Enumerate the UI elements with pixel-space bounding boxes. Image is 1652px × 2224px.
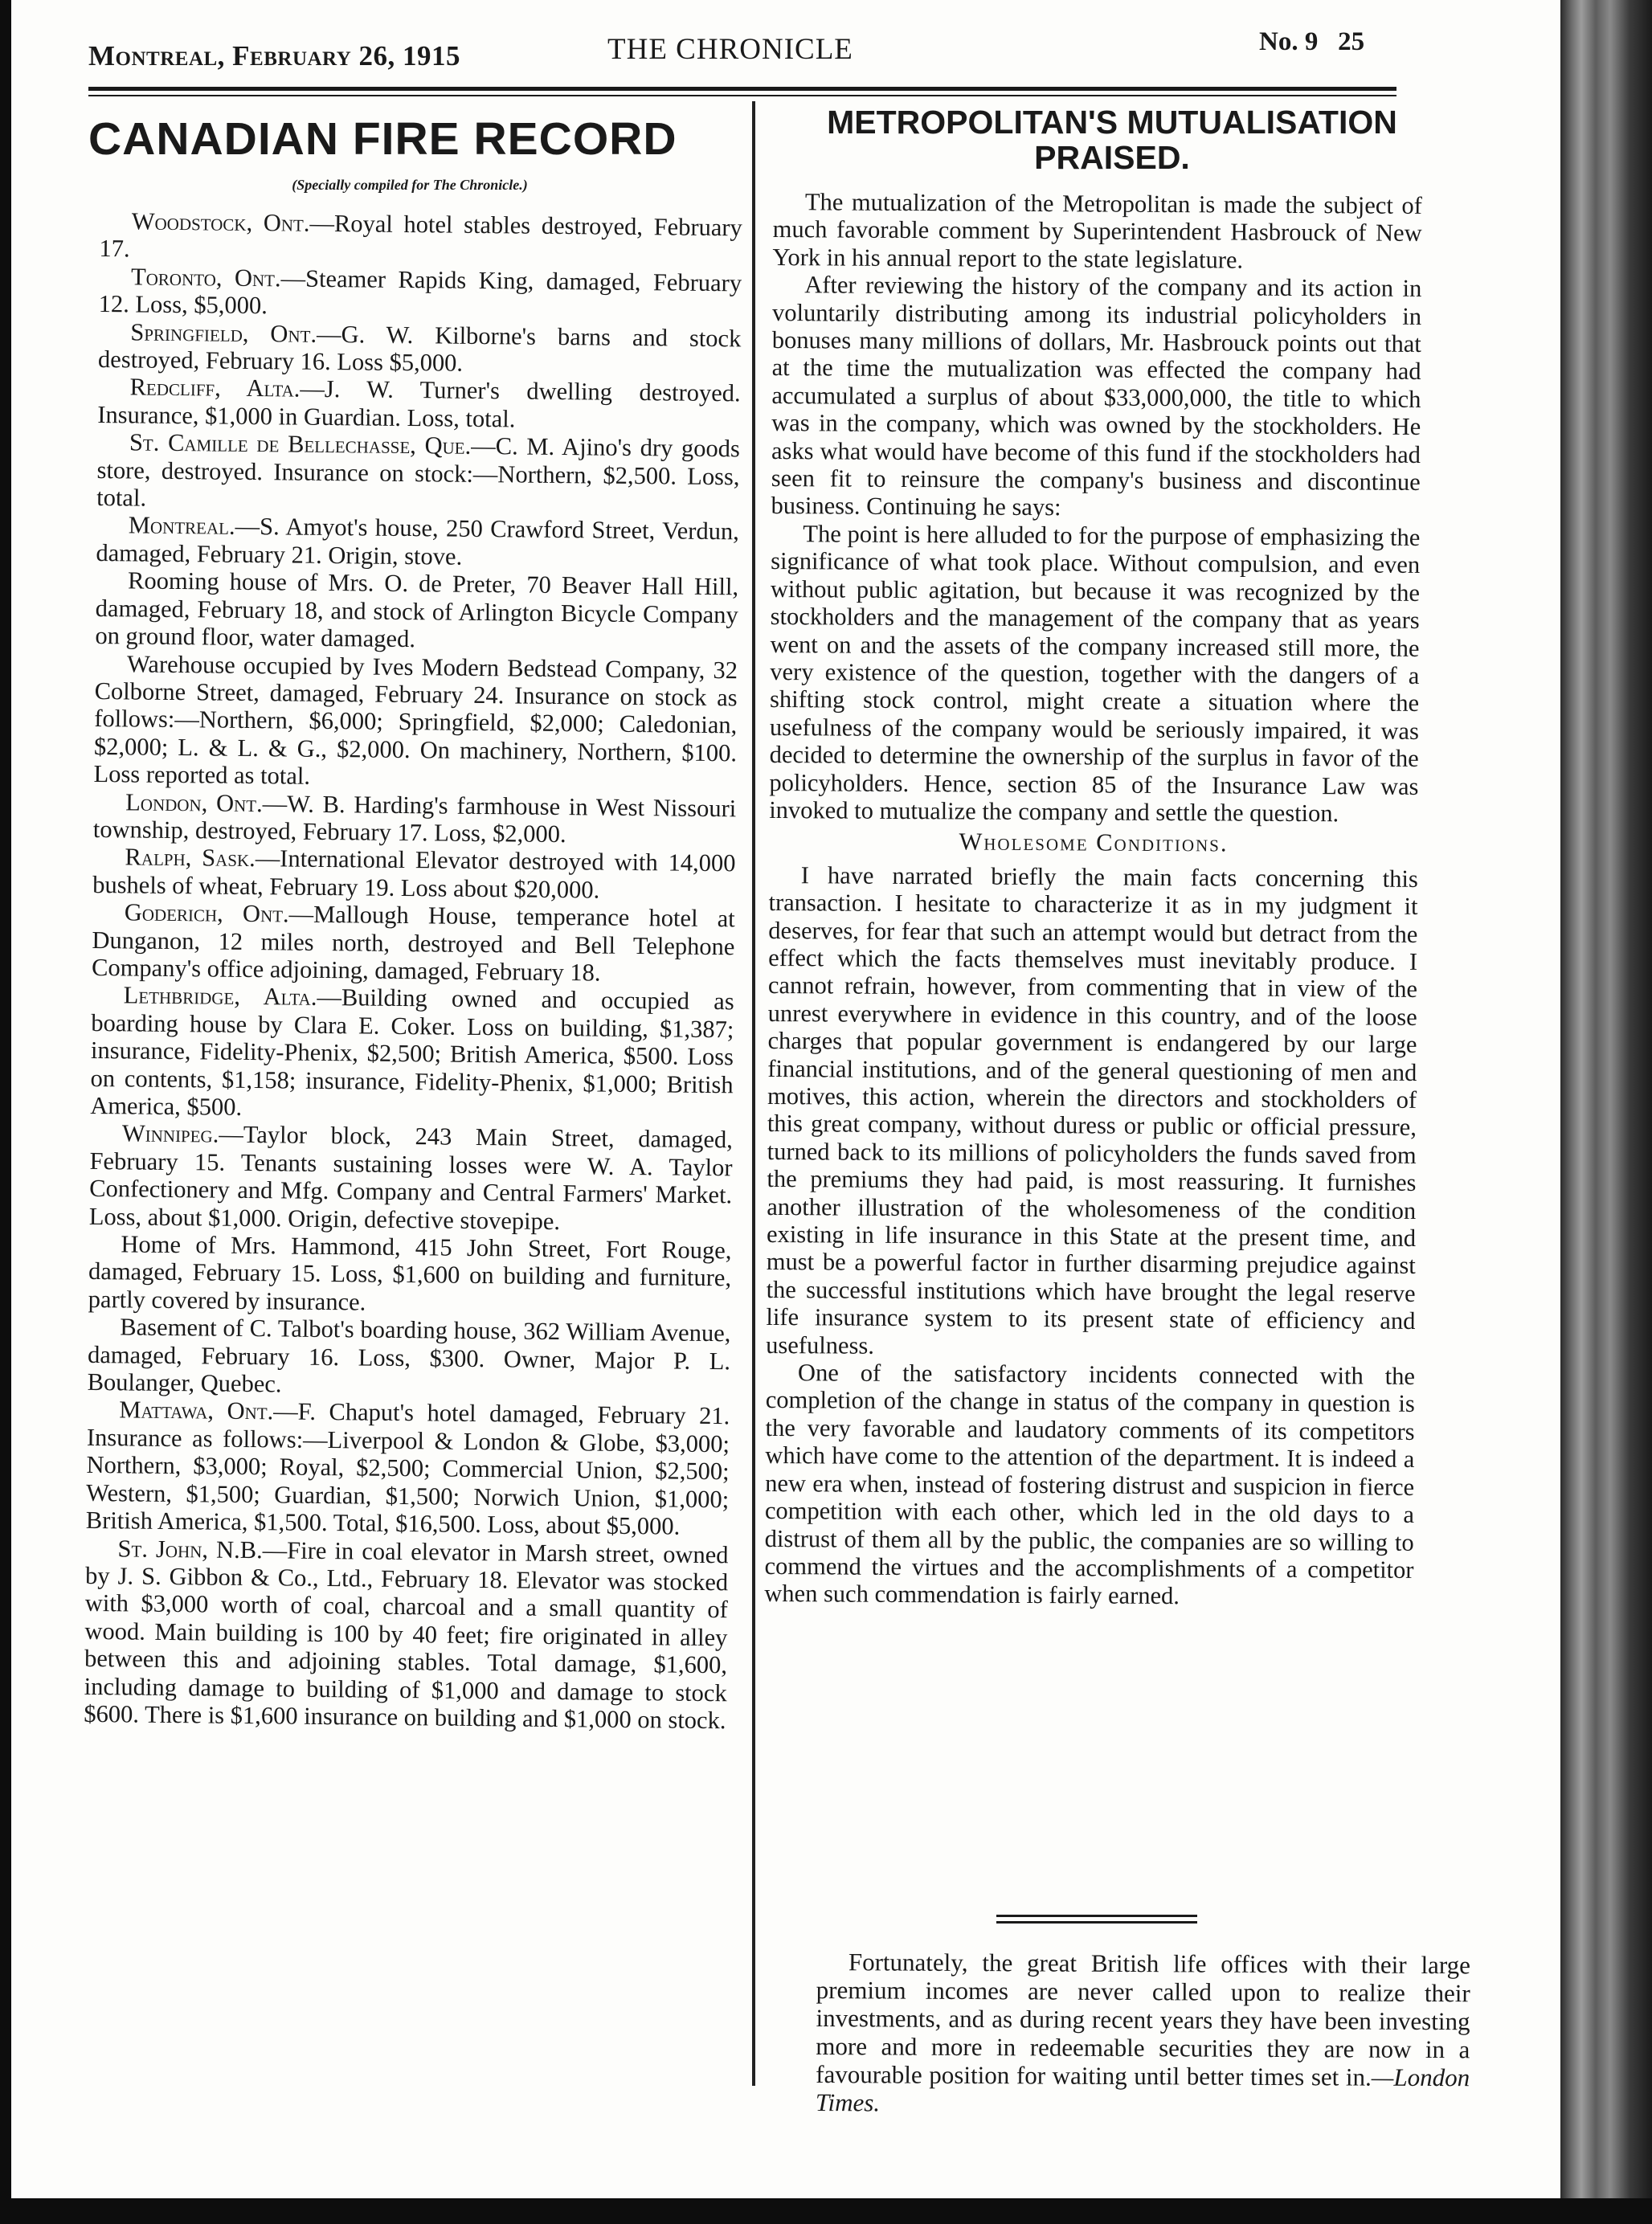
- entry-text: —Building owned and occupied as boarding house by Clara E. Coker. Loss on building, $1,387; insurance, Fidelity-Phenix, $2,500; British America, $500. Loss on contents, $1,158; insurance, Fidelity-Phenix, $1,000; British America, $500.: [90, 983, 734, 1121]
- entry-location: Lethbridge, Alta.: [123, 981, 317, 1012]
- quote-source: —London Times.: [815, 2063, 1470, 2117]
- fire-record-title: CANADIAN FIRE RECORD: [88, 113, 677, 165]
- quote-paragraph: [816, 1948, 1470, 2120]
- fire-entry: [93, 649, 738, 794]
- entry-text: Home of Mrs. Hammond, 415 John Street, Fort Rouge, damaged, February 15. Loss, $1,600 on building and furniture, partly covered by insurance.: [88, 1230, 732, 1316]
- fire-entry: [88, 1313, 731, 1403]
- entry-location: Ralph, Sask.: [125, 843, 256, 873]
- fire-entry: [92, 843, 736, 905]
- entry-text: —W. B. Harding's farmhouse in West Nissouri township, destroyed, February 17. Loss, $2,000.: [92, 789, 737, 848]
- fire-entry: [93, 787, 737, 849]
- entry-location: St. John, N.B.: [117, 1534, 263, 1564]
- fire-entry: [90, 981, 734, 1126]
- article-separator-rule: [996, 1921, 1197, 1924]
- entry-location: Mattawa, Ont.: [119, 1396, 274, 1425]
- article-paragraph: I have narrated briefly the main facts concerning this transaction. I hesitate to characterize it as in my judgment it deserves, for fear that such an attempt would but detract from the effect which the facts themselves must inevitably produce. I cannot refrain, however, from commenting that in view of the unrest everywhere in evidence in this country, and of the loose charges that popular government is endangered by our large financial institutions, and of the general questioning of men and motives, this action, wherein the directors and stockholders of this great company, without duress or public or official pressure, turned back to its millions of policyholders the funds saved from the premiums they had paid, is most reassuring. It furnishes another illustration of the wholesomeness of the condition existing in life insurance in this State at the present time, and must be a powerful factor in further disarming prejudice against the successful institutions which have brought the legal reserve life insurance system to its present state of efficiency and usefulness.: [766, 861, 1418, 1359]
- fire-record-entries: [84, 207, 742, 1735]
- scan-bottom-edge: [0, 2198, 1652, 2224]
- entry-text: Basement of C. Talbot's boarding house, 362 William Avenue, damaged, February 16. Loss, $300. Owner, Major P. L. Boulanger, Quebec.: [87, 1313, 731, 1398]
- fire-entry: [88, 1230, 732, 1320]
- column-divider: [752, 101, 755, 2086]
- issue-page-number: No. 9 25: [1259, 27, 1365, 56]
- entry-text: —Royal hotel stables destroyed, February 17.: [99, 209, 742, 263]
- entry-location: Toronto, Ont.: [130, 263, 281, 292]
- fire-entry: [84, 1534, 728, 1734]
- fire-entry: [95, 566, 738, 656]
- article-separator-rule: [996, 1915, 1197, 1917]
- fire-entry: [99, 263, 742, 325]
- entry-text: Rooming house of Mrs. O. de Preter, 70 Beaver Hall Hill, damaged, February 18, and stock of Arlington Bicycle Company on ground floor, water damaged.: [95, 566, 739, 653]
- entry-text: —J. W. Turner's dwelling destroyed. Insurance, $1,000 in Guardian. Loss, total.: [97, 375, 741, 433]
- fire-entry: [96, 511, 739, 573]
- entry-location: Redcliff, Alta.: [129, 373, 301, 403]
- article-paragraph: One of the satisfactory incidents connected with the completion of the change in status of the company in question is the very favorable and laudatory comments of its competitors which have come to the attention of the department. It is indeed a new era when, instead of fostering distrust and suspicion in fierce competition with each other, which led in the old days to a distrust of them all by the public, the companies are so willing to commend the virtues and the accomplishments of a competitor when such commendation is fairly earned.: [764, 1359, 1416, 1610]
- entry-text: Warehouse occupied by Ives Modern Bedstead Company, 32 Colborne Street, damaged, February 24. Insurance on stock as follows:—Northern, $6,000; Springfield, $2,000; Caledonian, $2,000; L. & L. & G., $2,000. On machinery, Northern, $100. Loss reported as total.: [93, 649, 738, 790]
- fire-entry: [96, 428, 740, 518]
- fire-entry: [99, 207, 742, 269]
- entry-text: —Steamer Rapids King, damaged, February 12. Loss, $5,000.: [98, 264, 742, 320]
- entry-text: —International Elevator destroyed with 14,000 bushels of wheat, February 19. Loss about $20,000.: [92, 844, 736, 904]
- entry-location: Woodstock, Ont.: [131, 207, 310, 237]
- header-rule-thick: [88, 87, 1396, 91]
- entry-location: Goderich, Ont.: [124, 898, 289, 928]
- entry-text: —Fire in coal elevator in Marsh street, owned by J. S. Gibbon & Co., Ltd., February 18. Elevator was stocked with $3,000 worth of coal, charcoal and a small quantity of wood. Main building is 100 by 40 feet; fire originated in alley between this and adjoining stables. Total damage, $1,600, including damage to building of $1,000 and damage to stock $600. There is $1,600 insurance on building and $1,000 on stock.: [84, 1535, 729, 1735]
- section-heading: Wholesome Conditions.: [959, 828, 1229, 857]
- publication-title: THE CHRONICLE: [607, 33, 853, 66]
- entry-location: London, Ont.: [125, 787, 263, 817]
- entry-location: Winnipeg.: [121, 1119, 219, 1149]
- fire-entry: [97, 373, 741, 435]
- article-paragraph: After reviewing the history of the company and its action in voluntarily distributing among its industrial policyholders in bonuses many millions of dollars, Mr. Hasbrouck points out that at the time the mutualization was effected the company had accumulated a surplus of about $33,000,000, the title to which was in the company, which was owned by the stockholders. He asks what would have become of this fund if the stockholders had seen fit to reinsure the company's business and discontinue business. Continuing he says:: [771, 271, 1422, 521]
- entry-text: —Mallough House, temperance hotel at Dunganon, 12 miles north, destroyed and Bell Telephone Company's office adjoining, damaged, February 18.: [91, 900, 735, 987]
- newspaper-page: [11, 0, 1560, 2198]
- entry-text: —C. M. Ajino's dry goods store, destroyed. Insurance on stock:—Northern, $2,500. Loss, total.: [96, 432, 741, 512]
- fire-record-subtitle: (Specially compiled for The Chronicle.): [292, 177, 528, 193]
- article-paragraph: The mutualization of the Metropolitan is made the subject of much favorable comment by Superintendent Hasbrouck of New York in his annual report to the state legislature.: [772, 188, 1422, 274]
- header-rule-thin: [88, 95, 1396, 96]
- entry-location: St. Camille de Bellechasse, Que.: [129, 428, 472, 460]
- fire-entry: [89, 1119, 733, 1237]
- fire-entry: [92, 898, 735, 988]
- entry-text: —G. W. Kilborne's barns and stock destroyed, February 16. Loss $5,000.: [97, 320, 742, 377]
- metropolitan-article-title: METROPOLITAN'S MUTUALISATION PRAISED.: [827, 104, 1397, 176]
- entry-location: Montreal.: [128, 511, 235, 541]
- entry-location: Springfield, Ont.: [130, 318, 317, 348]
- quote-text: Fortunately, the great British life offices with their large premium incomes are never called upon to realize their investments, and as during recent years they have been investing more and more in redeemable securities they are now in a favourable position for waiting until better times set in.: [816, 1948, 1470, 2091]
- fire-entry: [98, 318, 742, 380]
- article-paragraph: The point is here alluded to for the purpose of emphasizing the significance of what took place. Without compulsion, and even without public agitation, but because it was recognized by the stockholders and the management of the company that as years went on and the assets of the company increased still more, the very existence of the question, together with the dangers of a shifting stock control, might create a situation where the usefulness of the company would be seriously impaired, it was decided to determine the ownership of the surplus in favor of the policyholders. Hence, section 85 of the Insurance Law was invoked to mutualize the company and settle the question.: [769, 520, 1421, 828]
- entry-text: —Taylor block, 243 Main Street, damaged, February 15. Tenants sustaining losses were W. A. Taylor Confectionery and Mfg. Company and Central Farmers' Market. Loss, about $1,000. Origin, defective stovepipe.: [88, 1121, 734, 1235]
- entry-text: —F. Chaput's hotel damaged, February 21. Insurance as follows:—Liverpool & London & Globe, $3,000; Northern, $3,000; Royal, $2,500; Commercial Union, $2,500; Western, $1,500; Guardian, $1,500; Norwich Union, $1,000; British America, $1,500. Total, $16,500. Loss, about $5,000.: [85, 1397, 730, 1540]
- fire-entry: [86, 1396, 730, 1540]
- page-date-header: Montreal, February 26, 1915: [88, 40, 461, 72]
- book-binding-gutter: [1560, 0, 1652, 2224]
- entry-text: —S. Amyot's house, 250 Crawford Street, Verdun, damaged, February 21. Origin, stove.: [96, 513, 739, 570]
- metropolitan-article-body: [764, 188, 1422, 1612]
- london-times-quote: [816, 1948, 1470, 2120]
